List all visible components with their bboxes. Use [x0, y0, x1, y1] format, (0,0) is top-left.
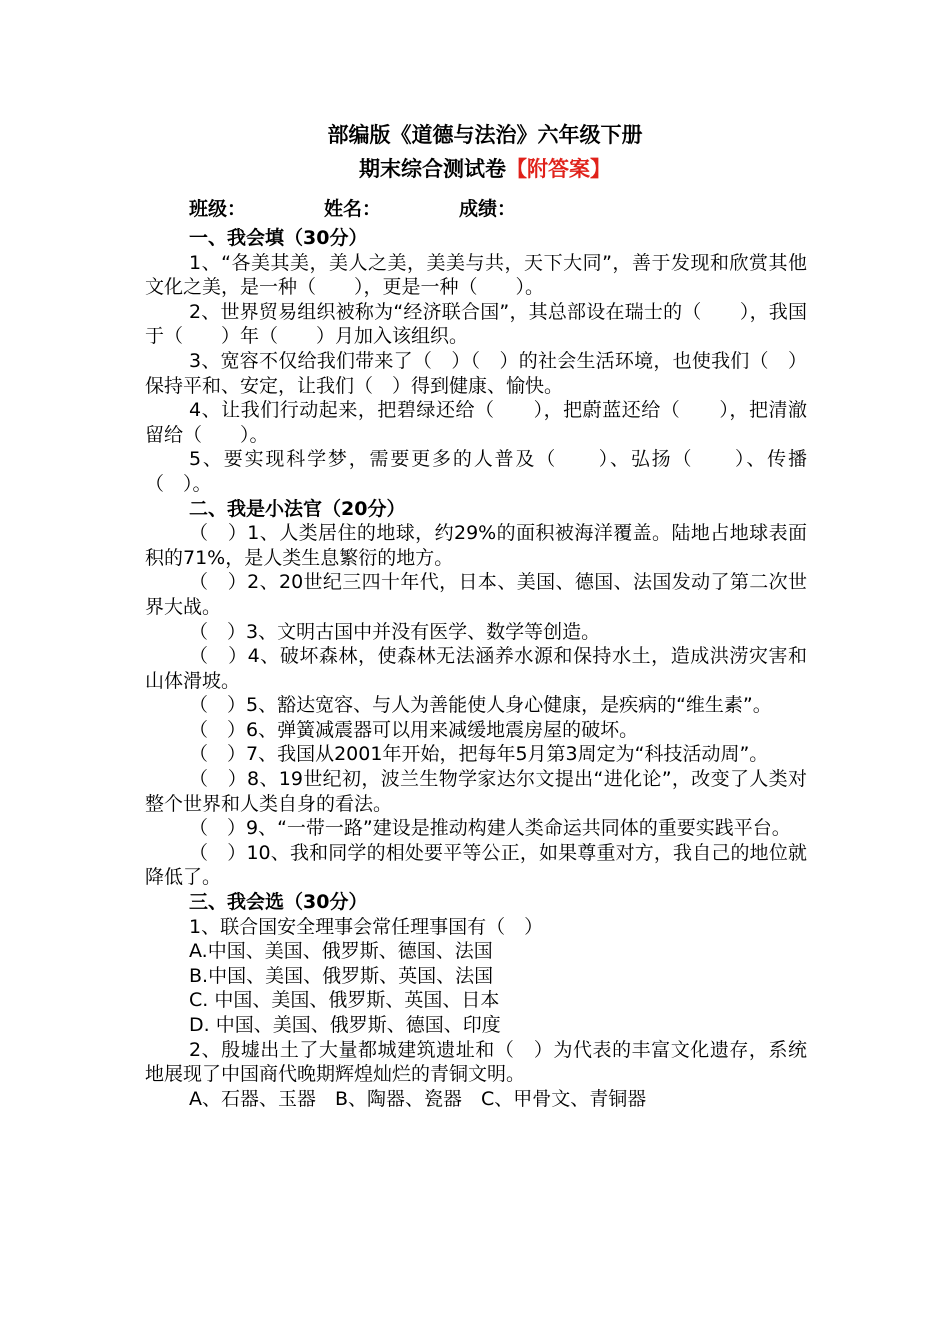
fill-question-2: 2、世界贸易组织被称为“经济联合国”，其总部设在瑞士的（ ），我国于（ ）年（ ）月加入该组织。: [145, 300, 807, 348]
title-answer-tag: 【附答案】: [506, 157, 611, 181]
student-info-row: [145, 194, 807, 224]
judge-question-1: （ ）1、人类居住的地球，约29%的面积被海洋覆盖。陆地占地球表面积的71%，是人类生息繁衍的地方。: [145, 522, 807, 569]
choice-question-1-option-d: D. 中国、美国、俄罗斯、德国、印度: [189, 1014, 501, 1036]
fill-question-4: 4、让我们行动起来，把碧绿还给（ ），把蔚蓝还给（ ），把清澈留给（ ）。: [145, 399, 807, 446]
class-label: 班级：: [189, 198, 247, 220]
title-line-2: [163, 152, 807, 186]
judge-question-5: （ ）5、豁达宽容、与人为善能使人身心健康，是疾病的“维生素”。: [189, 694, 772, 717]
title-line-2-main: 期末综合测试卷: [359, 157, 506, 181]
fill-question-1: 1、“各美其美，美人之美，美美与共，天下大同”，善于发现和欣赏其他文化之美，是一种（ ），更是一种（ ）。: [145, 251, 807, 299]
judge-question-2: （ ）2、20世纪三四十年代，日本、美国、德国、法国发动了第二次世界大战。: [145, 571, 807, 618]
judge-question-8: （ ）8、19世纪初，波兰生物学家达尔文提出“进化论”，改变了人类对整个世界和人类自身的看法。: [145, 768, 807, 815]
document-title: [145, 118, 807, 186]
choice-question-1-option-a: A.中国、美国、俄罗斯、德国、法国: [189, 940, 493, 963]
judge-question-10: （ ）10、我和同学的相处要平等公正，如果尊重对方，我自己的地位就降低了。: [145, 841, 807, 889]
title-line-1: 部编版《道德与法治》六年级下册: [327, 123, 643, 147]
judge-question-6: （ ）6、弹簧减震器可以用来减缓地震房屋的破坏。: [189, 718, 639, 741]
judge-question-9: （ ）9、“一带一路”建设是推动构建人类命运共同体的重要实践平台。: [189, 817, 791, 840]
choice-question-2-stem: 2、殷墟出土了大量都城建筑遗址和（ ）为代表的丰富文化遗存，系统地展现了中国商代晚期辉煌灿烂的青铜文明。: [145, 1038, 807, 1086]
fill-question-3: 3、宽容不仅给我们带来了（ ）（ ）的社会生活环境，也使我们（ ）保持平和、安定，让我们（ ）得到健康、愉快。: [145, 349, 807, 397]
section-2-heading: 二、我是小法官（20分）: [189, 497, 406, 520]
choice-question-2-options: A、石器、玉器 B、陶器、瓷器 C、甲骨文、青铜器: [189, 1087, 647, 1110]
judge-question-4: （ ）4、破坏森林，使森林无法涵养水源和保持水土，造成洪涝灾害和山体滑坡。: [145, 645, 807, 692]
fill-question-5: 5、要实现科学梦，需要更多的人普及（ ）、弘扬（ ）、传播（ ）。: [145, 448, 807, 495]
score-label: 成绩：: [459, 198, 517, 220]
document-content: [145, 118, 807, 1111]
judge-question-7: （ ）7、我国从2001年开始，把每年5月第3周定为“科技活动周”。: [189, 743, 769, 766]
choice-question-1-option-b: B.中国、美国、俄罗斯、英国、法国: [189, 964, 494, 987]
name-label: 姓名：: [324, 198, 382, 220]
choice-question-1-stem: 1、联合国安全理事会常任理事国有（ ）: [189, 915, 544, 938]
section-1-heading: 一、我会填（30分）: [189, 227, 368, 249]
choice-question-1-option-c: C. 中国、美国、俄罗斯、英国、日本: [189, 989, 500, 1012]
judge-question-3: （ ）3、文明古国中并没有医学、数学等创造。: [189, 620, 601, 643]
section-3-heading: 三、我会选（30分）: [189, 891, 368, 914]
